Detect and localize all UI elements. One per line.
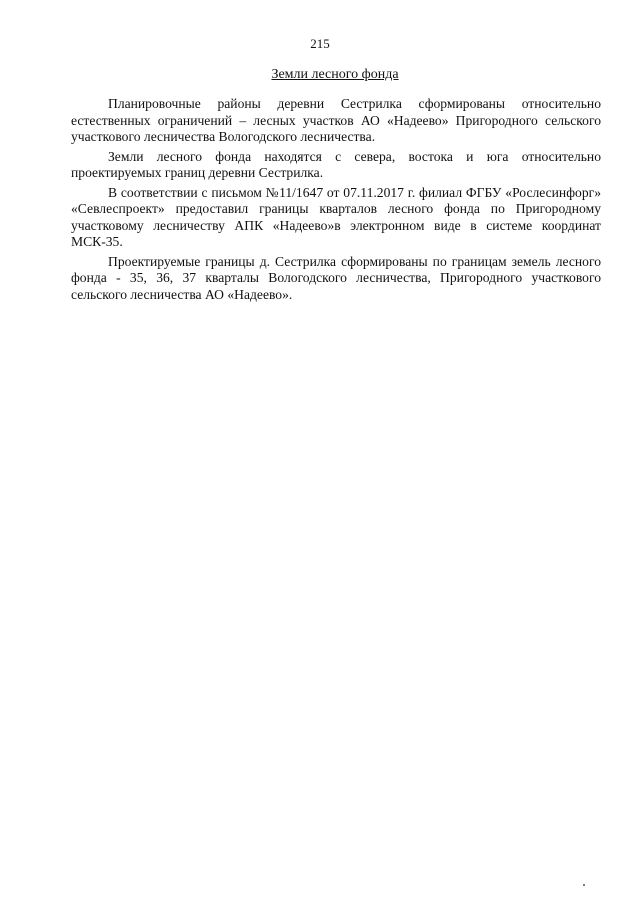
- paragraph-projected-borders: Проектируемые границы д. Сестрилка сформированы по границам земель лесного фонда - 35, 36, 37 кварталы Вологодского лесничества, Пригородного участкового сельского лесничества АО «Надеево».: [71, 253, 601, 302]
- paragraph-forest-location: Земли лесного фонда находятся с севера, востока и юга относительно проектируемых границ деревни Сестрилка.: [71, 148, 601, 180]
- scan-speck: [583, 884, 585, 886]
- section-title: Земли лесного фонда: [271, 67, 399, 82]
- document-body: [71, 96, 601, 306]
- paragraph-letter-reference: В соответствии с письмом №11/1647 от 07.11.2017 г. филиал ФГБУ «Рослесинфорг» «Севлеспроект» предоставил границы кварталов лесного фонда по Пригородному участковому лесничеству АПК «Надеево»в электронном виде в системе координат МСК-35.: [71, 184, 601, 249]
- page-number: 215: [310, 36, 330, 51]
- paragraph-planning-districts: Планировочные районы деревни Сестрилка сформированы относительно естественных ограничений – лесных участков АО «Надеево» Пригородного сельского участкового лесничества Вологодского лесничества.: [71, 96, 601, 144]
